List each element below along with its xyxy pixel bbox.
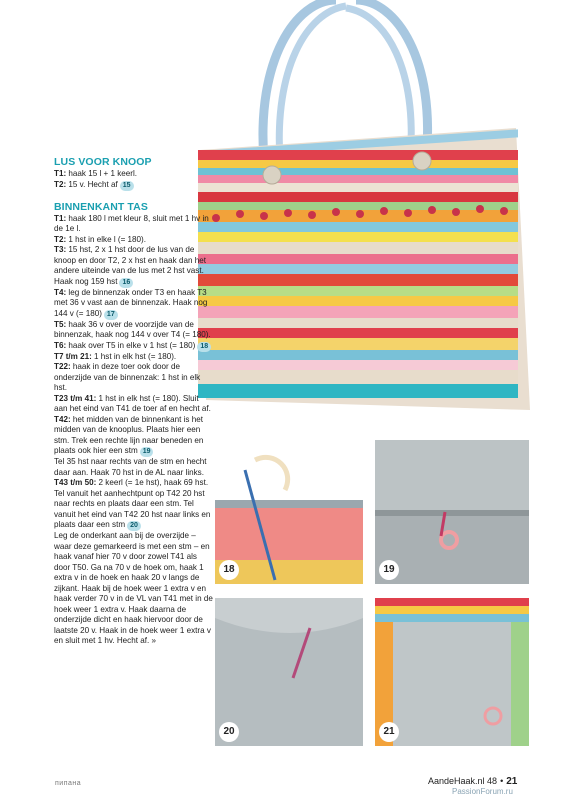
photo-20 bbox=[215, 598, 363, 746]
photo-number: 20 bbox=[219, 722, 239, 742]
instruction-line: Tel 35 hst naar rechts van de stm en hecht daar aan. Haak 70 hst in de AL naar links. bbox=[54, 457, 207, 477]
instruction-line: T1: haak 180 l met kleur 8, sluit met 1 hv in de 1e l. bbox=[54, 213, 209, 233]
instruction-line: T2: 1 hst in elke l (= 180). bbox=[54, 234, 146, 244]
photo-18 bbox=[215, 440, 363, 584]
instruction-line: T42: het midden van de binnenkant is het midden van de knooplus. Plaats hier een stm. Trek een rechte lijn naar beneden en plaats ook hier een stm 19 bbox=[54, 414, 204, 455]
photo-ref-badge: 18 bbox=[197, 342, 211, 352]
instruction-line: T1: haak 15 l + 1 keerl. bbox=[54, 169, 138, 178]
instruction-line: T5: haak 36 v over de voorzijde van de binnenzak, haak nog 144 v over T4 (= 180). bbox=[54, 319, 211, 339]
instruction-line: T22: haak in deze toer ook door de onderzijde van de binnenzak: 1 hst in elk hst. bbox=[54, 362, 201, 392]
photo-19 bbox=[375, 440, 529, 584]
photo-ref-badge: 17 bbox=[104, 310, 118, 320]
heading-lus-voor-knoop: LUS VOOR KNOOP bbox=[54, 156, 152, 168]
pattern-text bbox=[54, 156, 214, 647]
instruction-line: Leg de onderkant aan bij de overzijde – waar deze gemarkeerd is met een stm – en haak vanaf hier 70 v door zowel T41 als door T50. Ga na 70 v de hoek om, haak 1 extra v in de hoek en haak 20 v langs de zijkant. Haak bij de hoek weer 1 extra v en haak verder 70 v in de VL van T41 met in de hoek weer 1 extra v. Haak daarna de onderzijde dicht en haak hiervoor door de laatste 20 v. Haak in de hoek weer 1 extra v en sluit met 1 hv. Hecht af. » bbox=[54, 531, 213, 645]
footer-bullet: • bbox=[500, 776, 504, 786]
photo-ref-badge: 19 bbox=[140, 447, 154, 457]
photo-21 bbox=[375, 598, 529, 746]
page-number: 21 bbox=[506, 776, 518, 787]
watermark: PassionForum.ru bbox=[452, 787, 513, 796]
photo-number: 18 bbox=[219, 560, 239, 580]
photo-number: 19 bbox=[379, 560, 399, 580]
photo-ref-badge: 20 bbox=[127, 521, 141, 531]
instruction-line: T23 t/m 41: 1 hst in elk hst (= 180). Sluit aan het eind van T41 de toer af en hecht af. bbox=[54, 393, 211, 413]
photo-ref-badge: 15 bbox=[120, 181, 134, 191]
footer-site: AandeHaak.nl 48 bbox=[428, 776, 498, 786]
instruction-line: T7 t/m 21: 1 hst in elk hst (= 180). bbox=[54, 351, 177, 361]
instruction-line: T6: haak over T5 in elke v 1 hst (= 180) 18 bbox=[54, 341, 214, 352]
photo-number: 21 bbox=[379, 722, 399, 742]
footer-page-info bbox=[428, 776, 517, 787]
bag-photo bbox=[186, 0, 532, 430]
instruction-line: T3: 15 hst, 2 x 1 hst door de lus van de knoop en door T2, 2 x hst en haak dan het andere uiteinde van de lus met 2 hst vast. Haak nog 159 hst 16 bbox=[54, 245, 206, 286]
instruction-line: T4: leg de binnenzak onder T3 en haak T3 met 36 v vast aan de binnenzak. Haak nog 144 v (= 180) 17 bbox=[54, 287, 208, 318]
instruction-line: T43 t/m 50: 2 keerl (= 1e hst), haak 69 hst. bbox=[54, 478, 209, 487]
instruction-line: Tel vanuit het aanhechtpunt op T42 20 hst naar rechts en plaats daar een stm. Tel vanuit het eind van T42 20 hst naar links en plaats daar een stm 20 bbox=[54, 488, 211, 529]
continue-arrow: » bbox=[151, 636, 156, 645]
instruction-line: T2: 15 v. Hecht af 15 bbox=[54, 180, 214, 191]
footer-left-mark: пипана bbox=[55, 780, 82, 787]
photo-ref-badge: 16 bbox=[119, 278, 133, 288]
heading-binnenkant-tas: BINNENKANT TAS bbox=[54, 200, 148, 213]
